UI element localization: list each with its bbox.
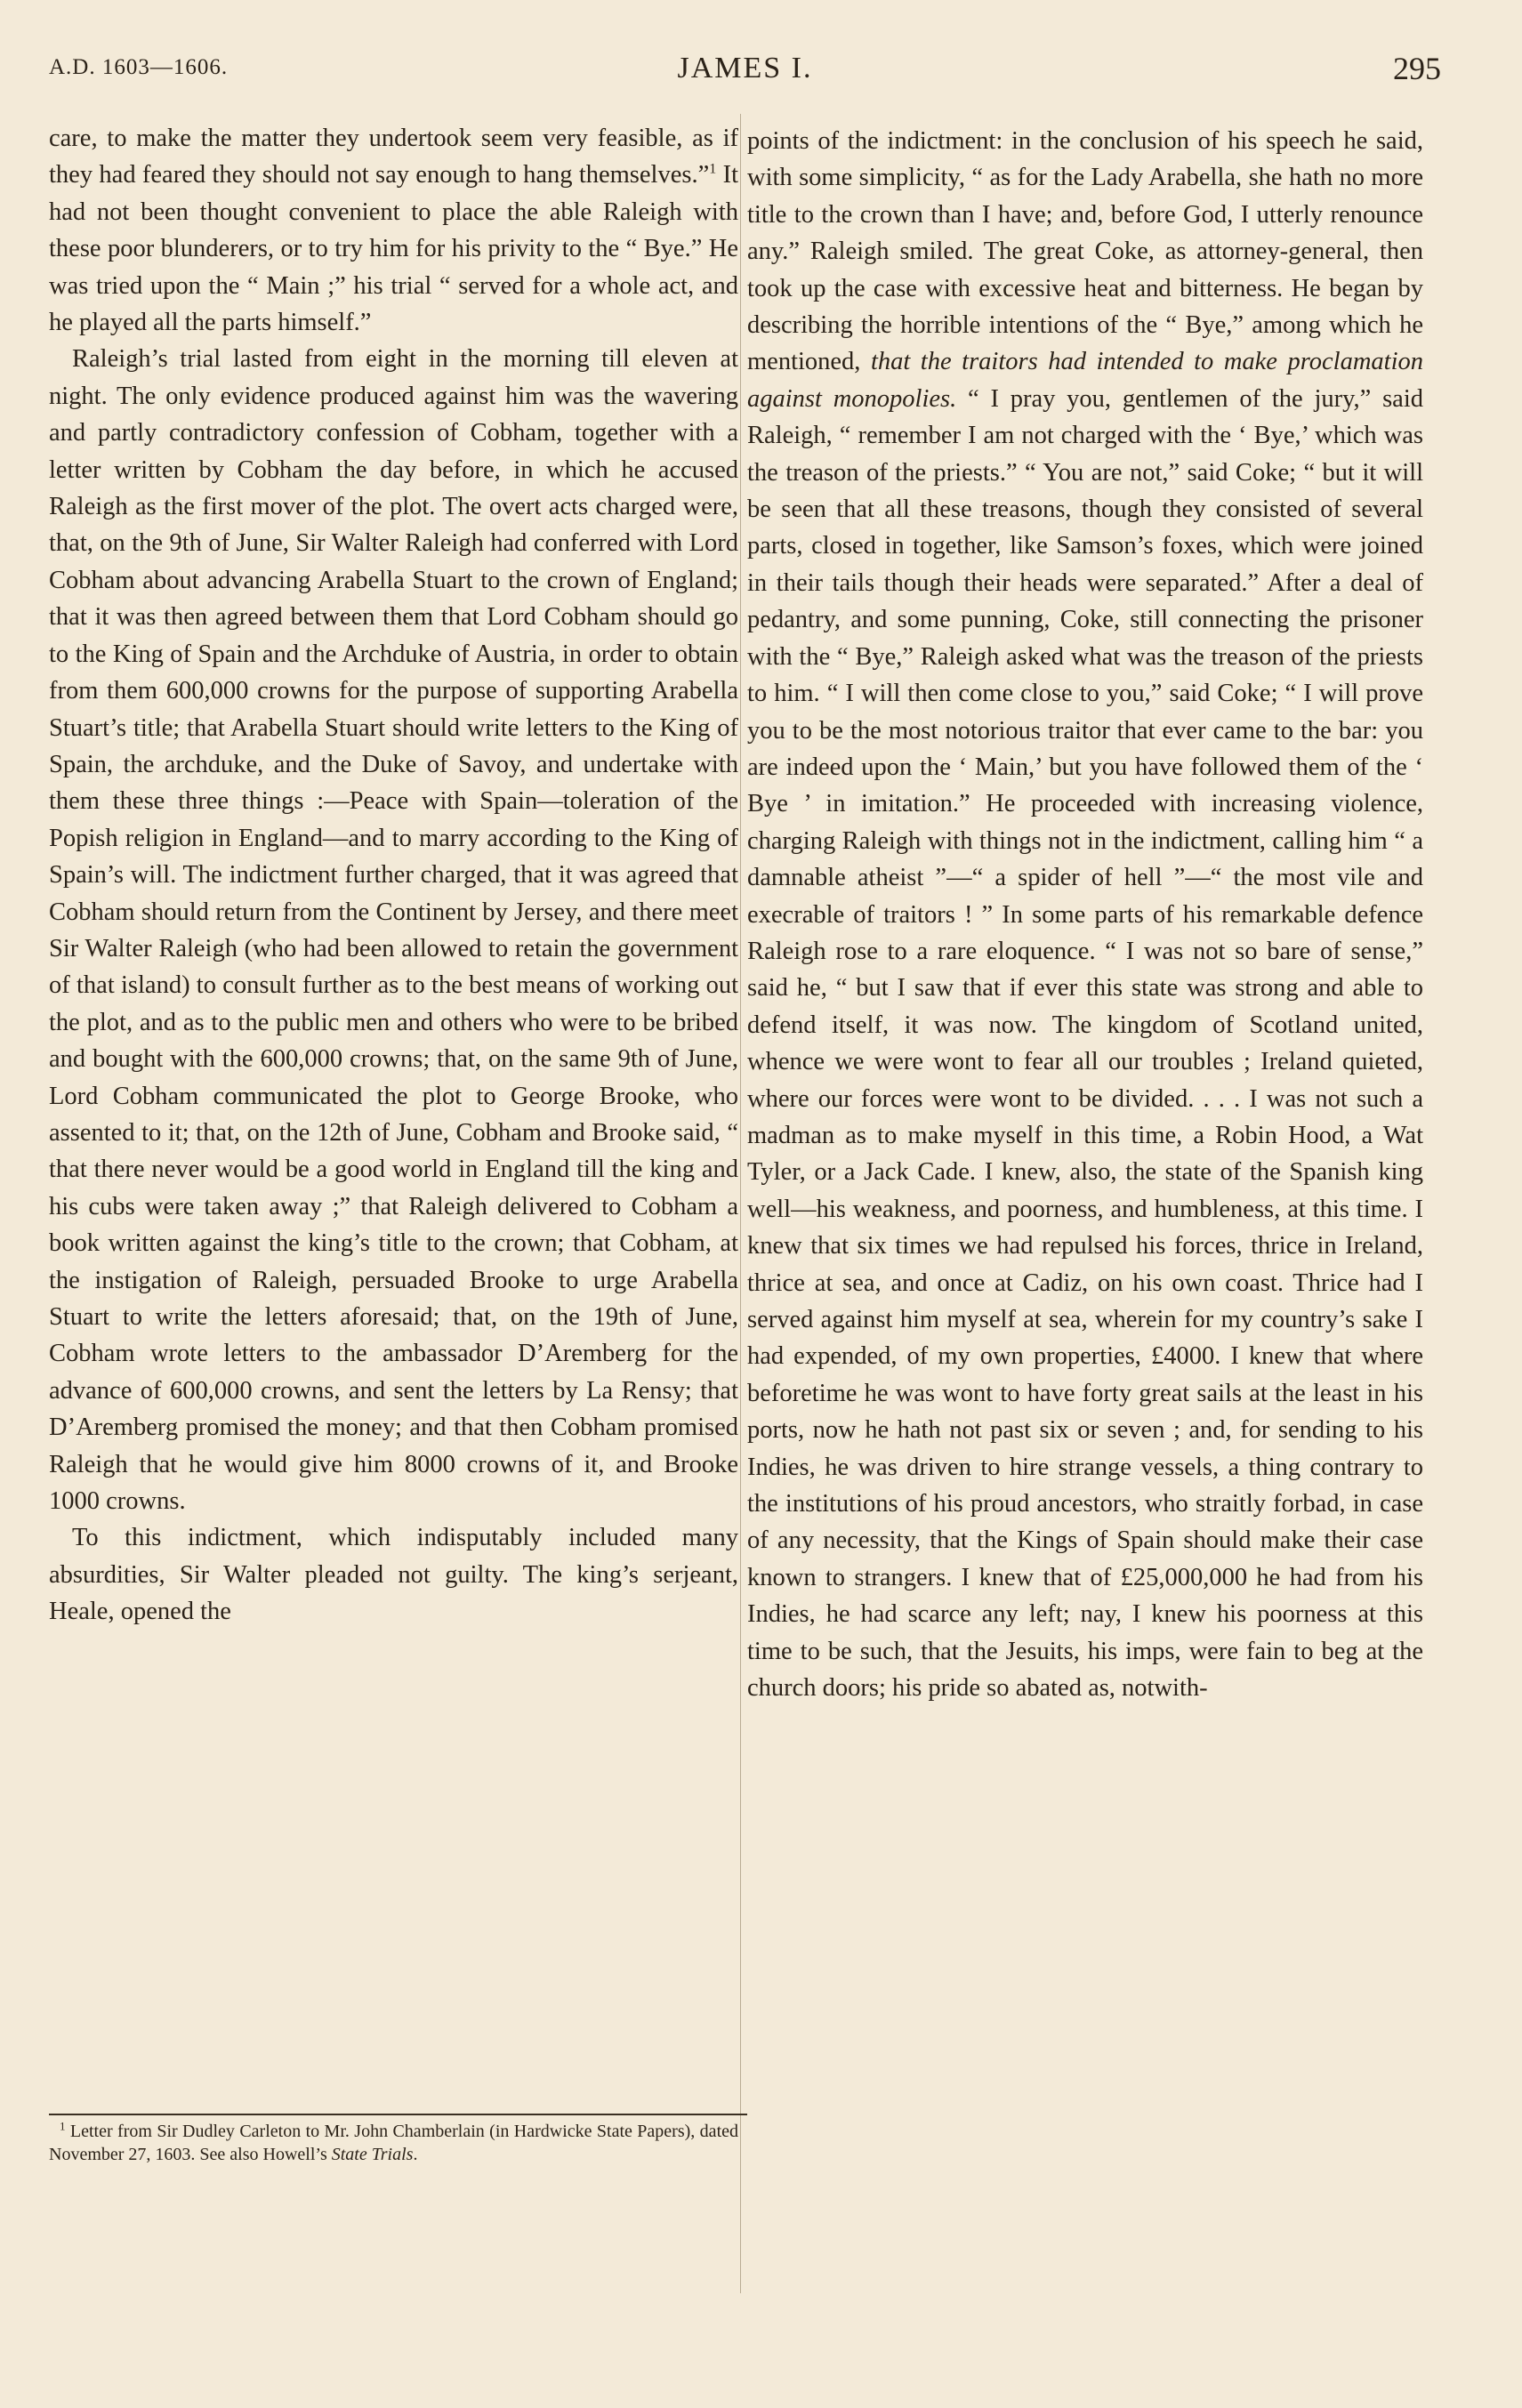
text-run: .: [413, 2145, 418, 2164]
header-running-title: JAMES I.: [677, 52, 813, 85]
paragraph: [747, 123, 1423, 1706]
right-column: [747, 123, 1423, 1706]
footnote-marker: 1: [60, 2119, 66, 2133]
page-header: [49, 51, 1441, 91]
paragraph: To this indictment, which indisputably included many absurdities, Sir Walter pleaded not guilty. The king’s serjeant, Heale, opened the: [49, 1524, 738, 1626]
text-run: Letter from Sir Dudley Carleton to Mr. John Chamberlain (in Hardwicke State Papers), dated November 27, 1603. See also Howell’s: [49, 2122, 738, 2164]
text-run: points of the indictment: in the conclusion of his speech he said, with some simplicity, “ as for the Lady Arabella, she hath no more title to the crown than I have; and, before God, I utterly renounce any.” Raleigh smiled. The great Coke, as attorney-general, then took up the case with excessive heat and bitterness. He began by describing the horrible intentions of the “ Bye,” among which he mentioned,: [747, 127, 1423, 376]
text-run: “ I pray you, gentlemen of the jury,” said Raleigh, “ remember I am not charged with the ‘ Bye,’ which was the treason of the priests.” “ You are not,” said Coke; “ but it will be seen that all these treasons, though they consisted of several parts, closed in together, like Samson’s foxes, which were joined in their tails though their heads were separated.” After a deal of pedantry, and some punning, Coke, still connecting the prisoner with the “ Bye,” Raleigh asked what was the treason of the priests to him. “ I will then come close to you,” said Coke; “ I will prove you to be the most notorious traitor that ever came to the bar: you are indeed upon the ‘ Main,’ but you have followed them of the ‘ Bye ’ in imitation.” He proceeded with increasing violence, charging Raleigh with things not in the indictment, calling him “ a damnable atheist ”—“ a spider of hell ”—“ the most vile and execrable of traitors ! ” In some parts of his remarkable defence Raleigh rose to a rare eloquence. “ I was not so bare of sense,” said he, “ but I saw that if ever this state was strong and able to defend itself, it was now. The kingdom of Scotland united, whence we were wont to fear all our troubles ; Ireland quieted, where our forces were wont to be divided. . . . I was not such a madman as to make myself in this time, a Robin Hood, a Wat Tyler, or a Jack Cade. I knew, also, the state of the Spanish king well—his weakness, and poorness, and humbleness, at this time. I knew that six times we had repulsed his forces, thrice in Ireland, thrice at sea, and once at Cadiz, on his own coast. Thrice had I served against him myself at sea, wherein for my country’s sake I had expended, of my own properties, £4000. I knew that where beforetime he was wont to have forty great sails at the least in his ports, now he hath not past six or seven ; and, for sending to his Indies, he was driven to hire strange vessels, a thing contrary to the institutions of his proud ancestors, who straitly forbad, in case of any necessity, that the Kings of Spain should make their case known to strangers. I knew that of £25,000,000 he had from his Indies, he had scarce any left; nay, I knew his poorness at this time to be such, that the Jesuits, his imps, were fain to beg at the church doors; his pride so abated as, notwith-: [747, 384, 1423, 1703]
paragraph: Raleigh’s trial lasted from eight in the morning till eleven at night. The only evidence produced against him was the wavering and partly contradictory confession of Cobham, together with a letter written by Cobham the day before, in which he accused Raleigh as the first mover of the plot. The overt acts charged were, that, on the 9th of June, Sir Walter Raleigh had conferred with Lord Cobham about advancing Arabella Stuart to the crown of England; that it was then agreed between them that Lord Cobham should go to the King of Spain and the Archduke of Austria, in order to obtain from them 600,000 crowns for the purpose of supporting Arabella Stuart’s title; that Arabella Stuart should write letters to the King of Spain, the archduke, and the Duke of Savoy, and undertake with them these three things :—Peace with Spain—toleration of the Popish religion in England—and to marry according to the King of Spain’s will. The indictment further charged, that it was agreed that Cobham should return from the Continent by Jersey, and there meet Sir Walter Raleigh (who had been allowed to retain the government of that island) to consult further as to the best means of working out the plot, and as to the public men and others who were to be bribed and bought with the 600,000 crowns; that, on the same 9th of June, Lord Cobham communicated the plot to George Brooke, who assented to it; that, on the 12th of June, Cobham and Brooke said, “ that there never would be a good world in England till the king and his cubs were taken away ;” that Raleigh delivered to Cobham a book written against the king’s title to the crown; that Cobham, at the instigation of Raleigh, persuaded Brooke to urge Arabella Stuart to write the letters aforesaid; that, on the 19th of June, Cobham wrote letters to the ambassador D’Aremberg for the advance of 600,000 crowns, and sent the letters by La Rensy; that D’Aremberg promised the money; and that then Cobham promised Raleigh that he would give him 8000 crowns of it, and Brooke 1000 crowns.: [49, 345, 738, 1516]
footnote-text: [49, 2120, 738, 2166]
text-run: It had not been thought convenient to place the able Raleigh with these poor blunderers, or to try him for his privity to the “ Bye.” He was tried upon the “ Main ;” his trial “ served for a whole act, and he played all the parts himself.”: [49, 161, 738, 337]
footnote: [49, 2120, 738, 2166]
text-run: care, to make the matter they undertook seem very feasible, as if they had feared they should not say enough to hang themselves.”: [49, 125, 738, 189]
italic-text-run: State Trials: [331, 2145, 414, 2164]
italic-text-run: that the traitors had intended to make proclamation against monopolies.: [747, 348, 1423, 413]
footnote-rule: [49, 2114, 747, 2115]
page-number: 295: [1393, 51, 1441, 86]
left-column: [49, 120, 738, 1631]
footnote-reference: 1: [709, 161, 717, 177]
paragraph: [49, 120, 738, 341]
header-date-range: A.D. 1603—1606.: [49, 55, 229, 79]
column-divider: [740, 114, 741, 2293]
